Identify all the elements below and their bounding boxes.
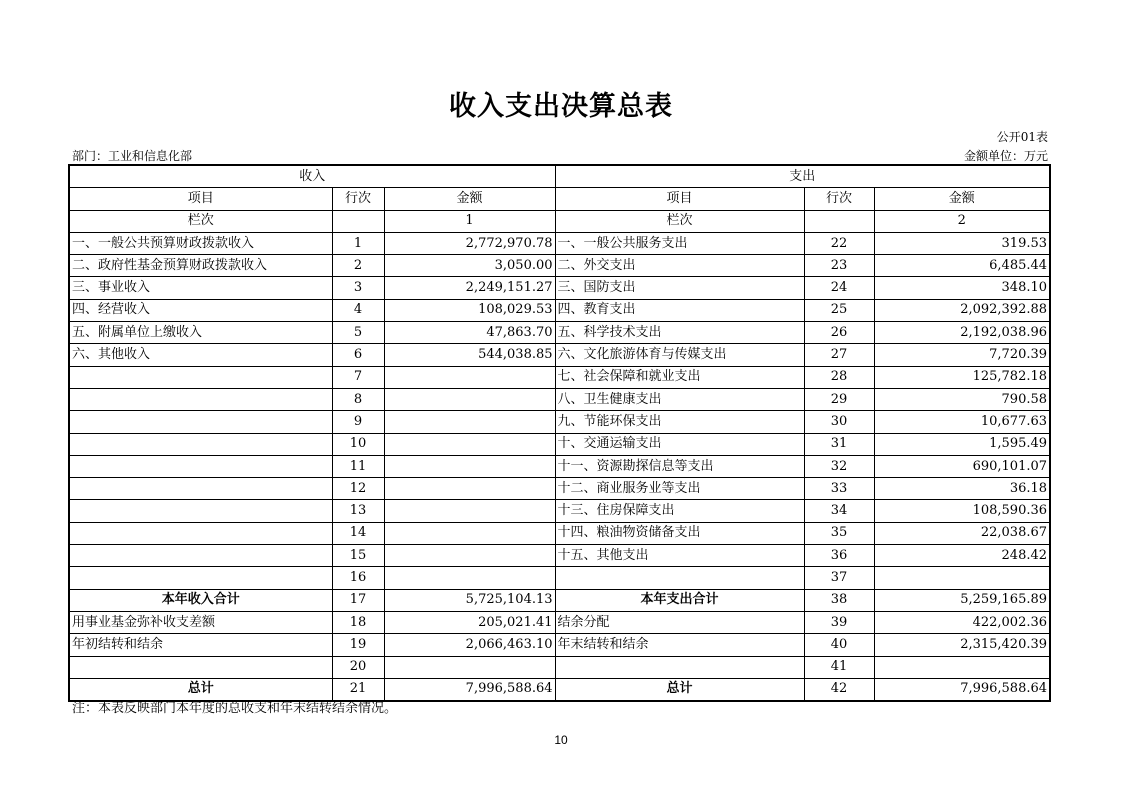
table-row xyxy=(69,545,1050,567)
expense-amount-cell xyxy=(874,567,1050,589)
income-item-cell xyxy=(69,366,332,388)
income-amount-cell xyxy=(384,366,555,388)
income-item-cell: 年初结转和结余 xyxy=(69,634,332,656)
table-row xyxy=(69,322,1050,344)
expense-item-cell: 九、节能环保支出 xyxy=(555,411,804,433)
income-amount-cell xyxy=(384,656,555,678)
table-row xyxy=(69,478,1050,500)
table-row xyxy=(69,277,1050,299)
table-row xyxy=(69,232,1050,254)
income-amount-cell xyxy=(384,411,555,433)
table-row xyxy=(69,500,1050,522)
income-item-cell xyxy=(69,656,332,678)
income-amount-cell: 5,725,104.13 xyxy=(384,589,555,611)
income-amount-cell xyxy=(384,567,555,589)
expense-item-header: 项目 xyxy=(555,188,804,210)
table-row xyxy=(69,433,1050,455)
expense-item-cell: 二、外交支出 xyxy=(555,255,804,277)
expense-rowno-cell: 28 xyxy=(804,366,874,388)
page-number: 10 xyxy=(554,733,568,747)
income-rowno-cell: 10 xyxy=(332,433,384,455)
expense-item-cell: 十、交通运输支出 xyxy=(555,433,804,455)
expense-rowno-cell: 27 xyxy=(804,344,874,366)
expense-amount-cell: 319.53 xyxy=(874,232,1050,254)
income-amount-cell xyxy=(384,388,555,410)
expense-item-cell: 四、教育支出 xyxy=(555,299,804,321)
income-rowno-cell: 7 xyxy=(332,366,384,388)
expense-rowno-cell: 23 xyxy=(804,255,874,277)
income-colno-label: 栏次 xyxy=(69,210,332,232)
table-row xyxy=(69,299,1050,321)
income-amount-cell: 2,772,970.78 xyxy=(384,232,555,254)
expense-amount-cell: 10,677.63 xyxy=(874,411,1050,433)
expense-item-cell xyxy=(555,656,804,678)
expense-colno-blank xyxy=(804,210,874,232)
expense-rowno-header: 行次 xyxy=(804,188,874,210)
income-rowno-cell: 17 xyxy=(332,589,384,611)
income-amount-cell xyxy=(384,455,555,477)
expense-amount-cell xyxy=(874,656,1050,678)
expense-item-cell: 五、科学技术支出 xyxy=(555,322,804,344)
income-rowno-cell: 16 xyxy=(332,567,384,589)
expense-rowno-cell: 36 xyxy=(804,545,874,567)
income-rowno-header: 行次 xyxy=(332,188,384,210)
income-item-cell xyxy=(69,411,332,433)
income-rowno-cell: 19 xyxy=(332,634,384,656)
income-rowno-cell: 8 xyxy=(332,388,384,410)
income-item-cell xyxy=(69,567,332,589)
income-item-header: 项目 xyxy=(69,188,332,210)
expense-item-cell: 十四、粮油物资储备支出 xyxy=(555,522,804,544)
expense-amount-cell: 2,192,038.96 xyxy=(874,322,1050,344)
expense-item-cell: 本年支出合计 xyxy=(555,589,804,611)
expense-amount-cell: 7,720.39 xyxy=(874,344,1050,366)
income-rowno-cell: 3 xyxy=(332,277,384,299)
expense-rowno-cell: 35 xyxy=(804,522,874,544)
income-rowno-cell: 12 xyxy=(332,478,384,500)
income-amount-cell: 7,996,588.64 xyxy=(384,678,555,701)
table-row xyxy=(69,634,1050,656)
income-item-cell xyxy=(69,388,332,410)
income-rowno-cell: 4 xyxy=(332,299,384,321)
expense-amount-cell: 2,315,420.39 xyxy=(874,634,1050,656)
expense-rowno-cell: 41 xyxy=(804,656,874,678)
income-item-cell: 五、附属单位上缴收入 xyxy=(69,322,332,344)
income-rowno-cell: 6 xyxy=(332,344,384,366)
table-row xyxy=(69,255,1050,277)
income-item-cell: 二、政府性基金预算财政拨款收入 xyxy=(69,255,332,277)
income-amount-header: 金额 xyxy=(384,188,555,210)
income-amount-cell xyxy=(384,433,555,455)
column-header-row xyxy=(69,188,1050,210)
income-amount-cell xyxy=(384,500,555,522)
income-item-cell: 本年收入合计 xyxy=(69,589,332,611)
income-rowno-cell: 20 xyxy=(332,656,384,678)
income-amount-cell xyxy=(384,545,555,567)
income-expense-table xyxy=(68,164,1051,702)
expense-colno-label: 栏次 xyxy=(555,210,804,232)
expense-rowno-cell: 29 xyxy=(804,388,874,410)
income-item-cell xyxy=(69,500,332,522)
expense-item-cell: 一、一般公共服务支出 xyxy=(555,232,804,254)
income-item-cell xyxy=(69,455,332,477)
income-item-cell xyxy=(69,545,332,567)
table-row xyxy=(69,344,1050,366)
section-header-row xyxy=(69,165,1050,188)
income-item-cell: 一、一般公共预算财政拨款收入 xyxy=(69,232,332,254)
income-item-cell xyxy=(69,478,332,500)
expense-item-cell xyxy=(555,567,804,589)
expense-amount-cell: 36.18 xyxy=(874,478,1050,500)
expense-amount-cell: 1,595.49 xyxy=(874,433,1050,455)
income-item-cell xyxy=(69,522,332,544)
expense-rowno-cell: 42 xyxy=(804,678,874,701)
expense-item-cell: 十三、住房保障支出 xyxy=(555,500,804,522)
income-amount-cell: 205,021.41 xyxy=(384,611,555,633)
expense-rowno-cell: 38 xyxy=(804,589,874,611)
income-colno-blank xyxy=(332,210,384,232)
income-amount-cell: 544,038.85 xyxy=(384,344,555,366)
expense-rowno-cell: 39 xyxy=(804,611,874,633)
income-item-cell: 用事业基金弥补收支差额 xyxy=(69,611,332,633)
income-rowno-cell: 1 xyxy=(332,232,384,254)
table-row xyxy=(69,567,1050,589)
income-rowno-cell: 9 xyxy=(332,411,384,433)
expense-amount-cell: 248.42 xyxy=(874,545,1050,567)
expense-item-cell: 十一、资源勘探信息等支出 xyxy=(555,455,804,477)
expense-amount-cell: 348.10 xyxy=(874,277,1050,299)
expense-rowno-cell: 26 xyxy=(804,322,874,344)
table-row xyxy=(69,366,1050,388)
table-row xyxy=(69,388,1050,410)
table-row xyxy=(69,589,1050,611)
income-rowno-cell: 2 xyxy=(332,255,384,277)
income-amount-cell: 108,029.53 xyxy=(384,299,555,321)
page-title: 收入支出决算总表 xyxy=(449,91,673,122)
income-rowno-cell: 14 xyxy=(332,522,384,544)
expense-rowno-cell: 32 xyxy=(804,455,874,477)
expense-item-cell: 结余分配 xyxy=(555,611,804,633)
income-rowno-cell: 15 xyxy=(332,545,384,567)
income-item-cell xyxy=(69,433,332,455)
expense-rowno-cell: 37 xyxy=(804,567,874,589)
expense-item-cell: 十二、商业服务业等支出 xyxy=(555,478,804,500)
unit-label: 金额单位：万元 xyxy=(963,149,1048,163)
income-amount-cell: 47,863.70 xyxy=(384,322,555,344)
income-item-cell: 三、事业收入 xyxy=(69,277,332,299)
expense-amount-header: 金额 xyxy=(874,188,1050,210)
expense-amount-cell: 2,092,392.88 xyxy=(874,299,1050,321)
income-rowno-cell: 11 xyxy=(332,455,384,477)
expense-item-cell: 八、卫生健康支出 xyxy=(555,388,804,410)
expense-rowno-cell: 30 xyxy=(804,411,874,433)
expense-amount-cell: 108,590.36 xyxy=(874,500,1050,522)
expense-item-cell: 十五、其他支出 xyxy=(555,545,804,567)
expense-rowno-cell: 40 xyxy=(804,634,874,656)
income-item-cell: 六、其他收入 xyxy=(69,344,332,366)
footnote: 注：本表反映部门本年度的总收支和年末结转结余情况。 xyxy=(72,701,398,716)
expense-item-cell: 年末结转和结余 xyxy=(555,634,804,656)
expense-amount-cell: 22,038.67 xyxy=(874,522,1050,544)
table-row xyxy=(69,455,1050,477)
expense-amount-cell: 7,996,588.64 xyxy=(874,678,1050,701)
income-rowno-cell: 5 xyxy=(332,322,384,344)
income-section-header: 收入 xyxy=(69,165,555,188)
expense-amount-cell: 125,782.18 xyxy=(874,366,1050,388)
income-amount-cell: 2,066,463.10 xyxy=(384,634,555,656)
expense-item-cell: 三、国防支出 xyxy=(555,277,804,299)
expense-rowno-cell: 24 xyxy=(804,277,874,299)
income-item-cell: 总计 xyxy=(69,678,332,701)
income-item-cell: 四、经营收入 xyxy=(69,299,332,321)
expense-colno-value: 2 xyxy=(874,210,1050,232)
expense-rowno-cell: 22 xyxy=(804,232,874,254)
table-row xyxy=(69,411,1050,433)
income-rowno-cell: 13 xyxy=(332,500,384,522)
table-row xyxy=(69,656,1050,678)
expense-item-cell: 总计 xyxy=(555,678,804,701)
expense-amount-cell: 690,101.07 xyxy=(874,455,1050,477)
table-row xyxy=(69,611,1050,633)
expense-rowno-cell: 33 xyxy=(804,478,874,500)
income-amount-cell: 2,249,151.27 xyxy=(384,277,555,299)
income-colno-value: 1 xyxy=(384,210,555,232)
income-amount-cell xyxy=(384,478,555,500)
expense-amount-cell: 6,485.44 xyxy=(874,255,1050,277)
department-label: 部门：工业和信息化部 xyxy=(72,149,193,163)
income-amount-cell xyxy=(384,522,555,544)
expense-rowno-cell: 25 xyxy=(804,299,874,321)
expense-amount-cell: 790.58 xyxy=(874,388,1050,410)
expense-rowno-cell: 34 xyxy=(804,500,874,522)
table-row xyxy=(69,522,1050,544)
income-rowno-cell: 21 xyxy=(332,678,384,701)
expense-item-cell: 六、文化旅游体育与传媒支出 xyxy=(555,344,804,366)
expense-rowno-cell: 31 xyxy=(804,433,874,455)
expense-amount-cell: 422,002.36 xyxy=(874,611,1050,633)
income-rowno-cell: 18 xyxy=(332,611,384,633)
expense-section-header: 支出 xyxy=(555,165,1050,188)
table-code: 公开01表 xyxy=(996,130,1048,144)
expense-item-cell: 七、社会保障和就业支出 xyxy=(555,366,804,388)
column-number-row xyxy=(69,210,1050,232)
income-amount-cell: 3,050.00 xyxy=(384,255,555,277)
expense-amount-cell: 5,259,165.89 xyxy=(874,589,1050,611)
